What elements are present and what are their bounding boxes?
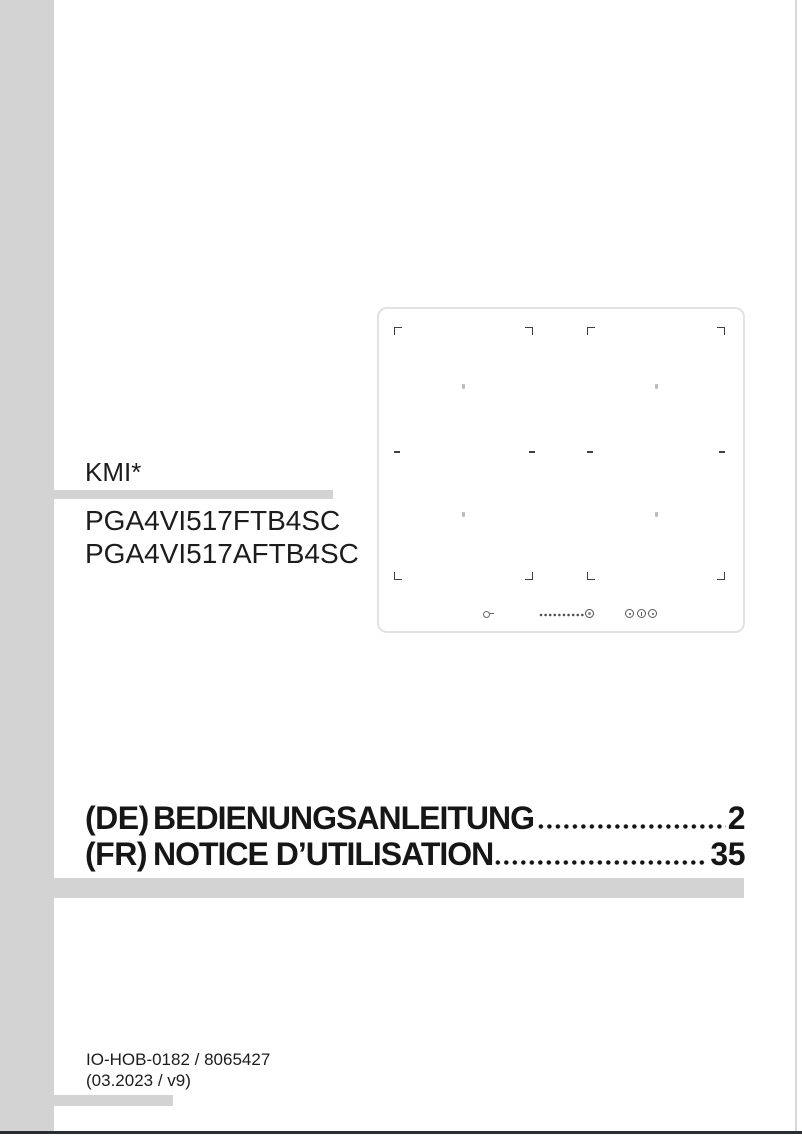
- zone-divider-dash-icon: [719, 451, 725, 453]
- corner-bracket-icon: [587, 327, 595, 335]
- toc-title: NOTICE D’UTILISATION: [153, 836, 494, 872]
- toc-dot-leader: [536, 824, 726, 829]
- table-of-contents: [85, 800, 745, 872]
- bottom-border-line: [0, 1131, 802, 1134]
- toc-page-number: 35: [710, 836, 745, 872]
- corner-bracket-icon: [587, 572, 595, 580]
- footer-accent-bar: [54, 1095, 173, 1106]
- footer-revision: (03.2023 / v9): [86, 1071, 191, 1090]
- right-edge-line: [795, 0, 797, 1131]
- toc-accent-bar: [54, 878, 744, 898]
- pan-mark-icon: [462, 384, 465, 389]
- slider-knob-icon: [585, 609, 594, 618]
- power-slider-dots-icon: [539, 613, 585, 617]
- toc-row-de: [85, 800, 745, 836]
- footer-doc-code: IO-HOB-0182 / 8065427: [86, 1050, 271, 1069]
- series-accent-bar: [54, 490, 333, 499]
- series-title: KMI*: [85, 457, 142, 487]
- corner-bracket-icon: [525, 327, 533, 335]
- zone-divider-dash-icon: [529, 451, 535, 453]
- corner-bracket-icon: [394, 327, 402, 335]
- toc-title: BEDIENUNGSANLEITUNG: [153, 800, 535, 836]
- timer-button-icon: [625, 609, 634, 618]
- toc-language-label: (FR): [85, 836, 147, 872]
- pan-mark-icon: [655, 384, 658, 389]
- corner-bracket-icon: [717, 327, 725, 335]
- footer: [86, 1049, 270, 1091]
- induction-hob-illustration: [377, 307, 745, 633]
- corner-bracket-icon: [525, 572, 533, 580]
- pan-mark-icon: [655, 512, 658, 517]
- key-lock-icon: [483, 610, 495, 617]
- pause-button-icon: [637, 609, 646, 618]
- toc-dot-leader: [495, 860, 708, 865]
- left-accent-band: [0, 0, 54, 1131]
- zone-divider-dash-icon: [394, 451, 400, 453]
- model-line: PGA4VI517FTB4SC: [85, 505, 341, 536]
- toc-page-number: 2: [727, 800, 745, 836]
- zone-divider-dash-icon: [587, 451, 593, 453]
- model-list: [85, 504, 359, 570]
- lock-button-icon: [648, 609, 657, 618]
- toc-language-label: (DE): [85, 800, 149, 836]
- pan-mark-icon: [462, 512, 465, 517]
- toc-row-fr: [85, 836, 745, 872]
- corner-bracket-icon: [394, 572, 402, 580]
- corner-bracket-icon: [717, 572, 725, 580]
- model-line: PGA4VI517AFTB4SC: [85, 538, 359, 569]
